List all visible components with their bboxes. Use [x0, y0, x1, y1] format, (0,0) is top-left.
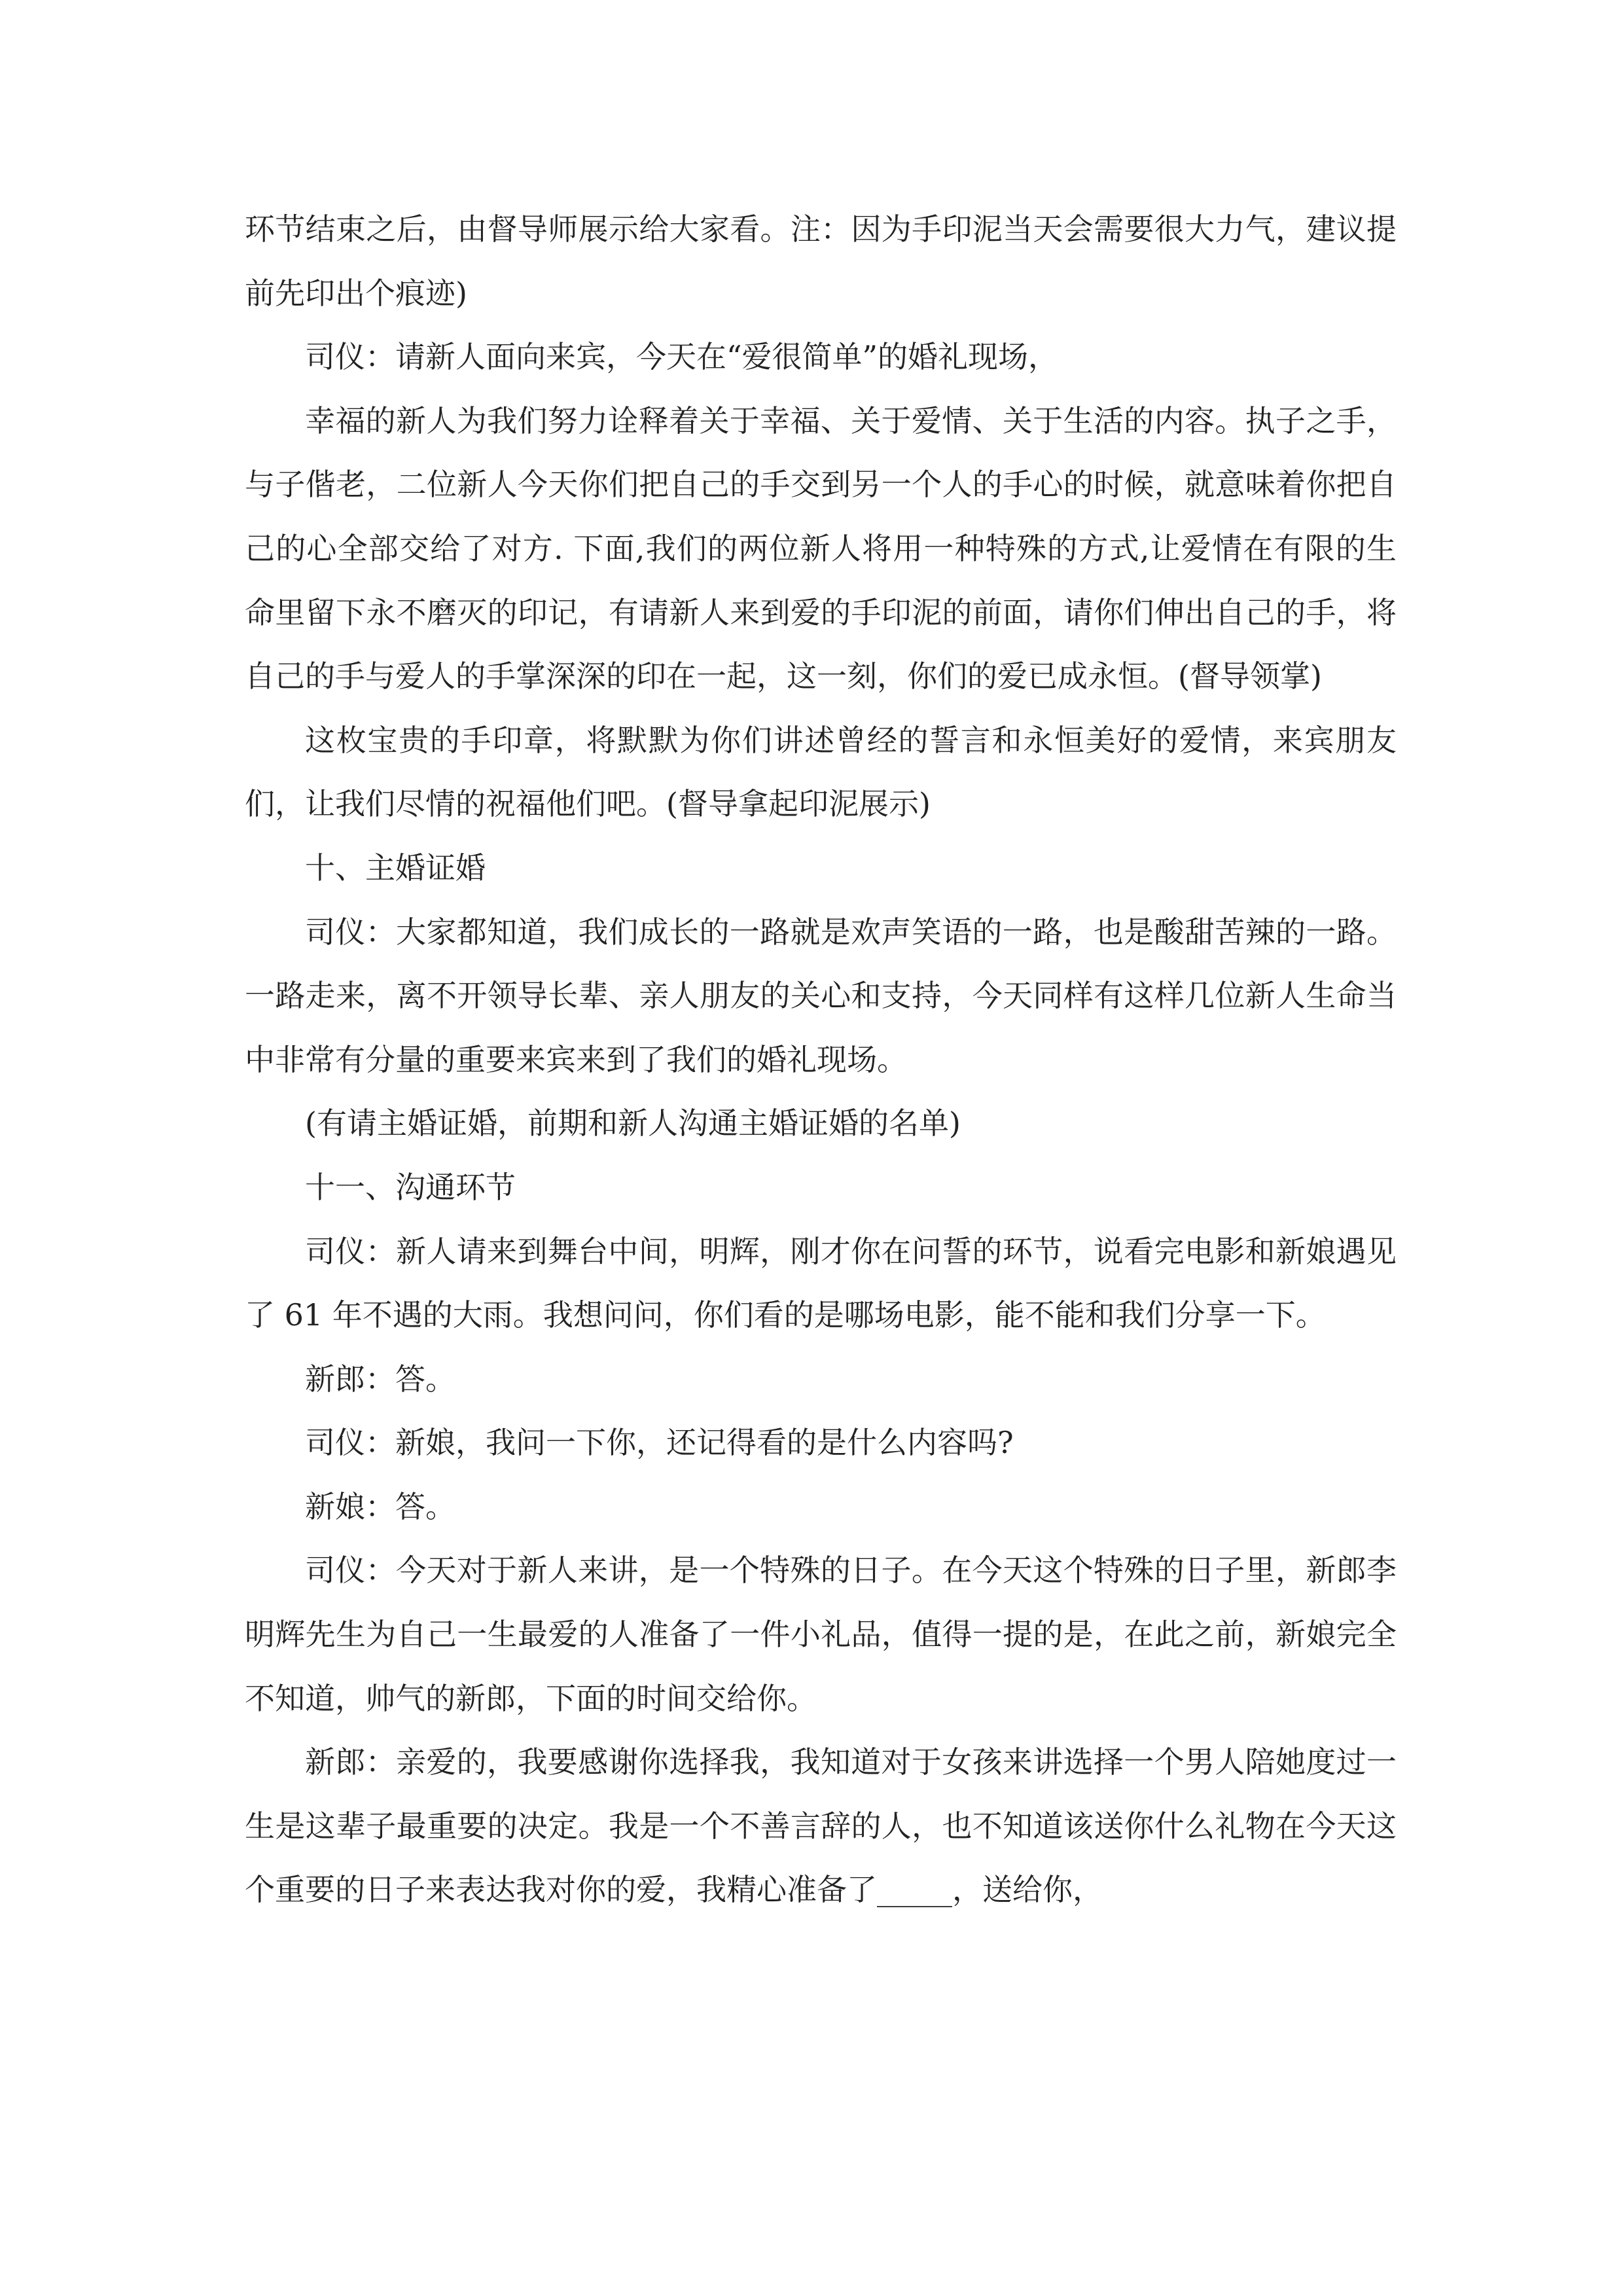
paragraph-mc-movie-question: 司仪：新人请来到舞台中间，明辉，刚才你在问誓的环节，说看完电影和新娘遇见了 61 年不遇的大雨。我想问问，你们看的是哪场电影，能不能和我们分享一下。 — [245, 1233, 1397, 1333]
paragraph-groom-speech: 新郎：亲爱的，我要感谢你选择我，我知道对于女孩来讲选择一个男人陪她度过一生是这辈子最重要的决定。我是一个不善言辞的人，也不知道该送你什么礼物在今天这个重要的日子来表达我对你的爱，我精心准备了_____，送给你， — [245, 1744, 1397, 1908]
paragraph-mc-officiant-intro: 司仪：大家都知道，我们成长的一路就是欢声笑语的一路，也是酸甜苦辣的一路。一路走来，离不开领导长辈、亲人朋友的关心和支持，今天同样有这样几位新人生命当中非常有分量的重要来宾来到了我们的婚礼现场。 — [245, 914, 1397, 1077]
paragraph-mc-gift-intro: 司仪：今天对于新人来讲，是一个特殊的日子。在今天这个特殊的日子里，新郎李明辉先生为自己一生最爱的人准备了一件小礼品，值得一提的是，在此之前，新娘完全不知道，帅气的新郎，下面的时间交给你。 — [245, 1552, 1397, 1716]
paragraph-handprint-speech: 幸福的新人为我们努力诠释着关于幸福、关于爱情、关于生活的内容。执子之手，与子偕老，二位新人今天你们把自己的手交到另一个人的手心的时候，就意味着你把自己的心全部交给了对方. 下面,我们的两位新人将用一种特殊的方式,让爱情在有限的生命里留下永不磨灭的印记，有请新人来到爱的手印泥的前面，请你们伸出自己的手，将自己的手与爱人的手掌深深的印在一起，这一刻，你们的爱已成永恒。(督导领掌) — [245, 403, 1397, 694]
paragraph-handprint-seal: 这枚宝贵的手印章，将默默为你们讲述曾经的誓言和永恒美好的爱情，来宾朋友们，让我们尽情的祝福他们吧。(督导拿起印泥展示) — [245, 722, 1397, 822]
section-heading-interaction: 十一、沟通环节 — [305, 1169, 516, 1205]
paragraph-officiant-note: (有请主婚证婚，前期和新人沟通主婚证婚的名单) — [305, 1105, 961, 1141]
section-heading-officiant: 十、主婚证婚 — [305, 850, 486, 886]
paragraph-groom-answer: 新郎：答。 — [305, 1361, 455, 1397]
document-body — [245, 198, 1397, 1922]
paragraph-mc-face-guests: 司仪：请新人面向来宾，今天在“爱很简单”的婚礼现场， — [305, 339, 1059, 375]
paragraph-mc-bride-question: 司仪：新娘，我问一下你，还记得看的是什么内容吗? — [305, 1425, 1014, 1461]
paragraph-bride-answer: 新娘：答。 — [305, 1488, 455, 1524]
paragraph-ceremony-note: 环节结束之后，由督导师展示给大家看。注：因为手印泥当天会需要很大力气，建议提前先印出个痕迹) — [245, 211, 1397, 311]
